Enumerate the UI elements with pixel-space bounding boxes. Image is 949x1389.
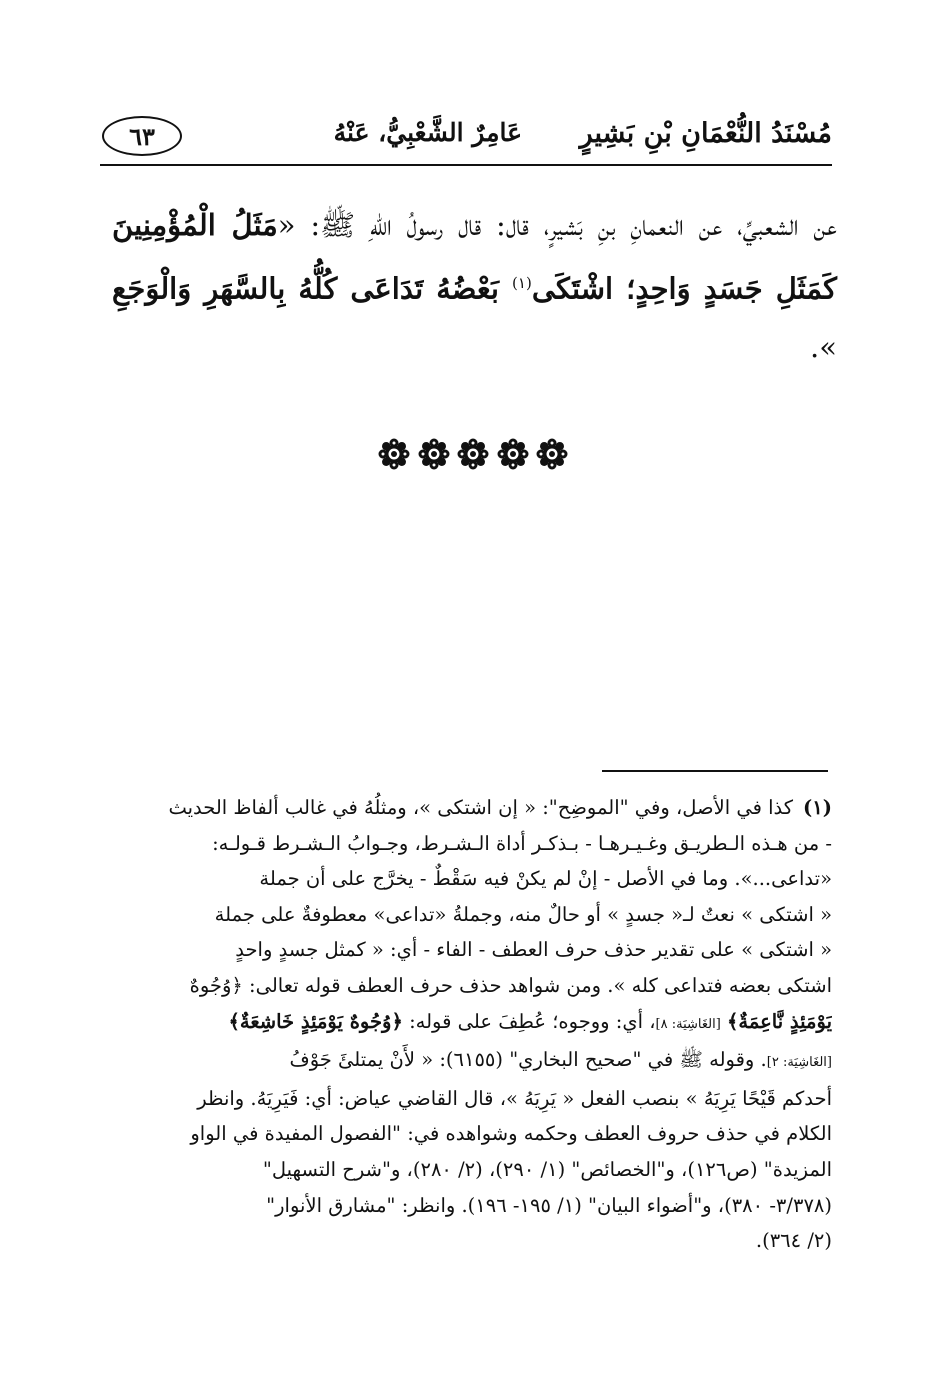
footnote-line: اشتكى بعضه فتداعى كله ». ومن شواهد حذف حرف العطف قوله تعالى: ﴿وُجُوهٌ bbox=[189, 973, 832, 997]
flower-ornament-icon bbox=[457, 438, 489, 470]
footnote-line: أحدكم قَيْحًا يَرِيَهُ » بنصب الفعل « يَرِيَهُ »، قال القاضي عياض: أي: فَيَرِيَهُ. وانظر bbox=[197, 1086, 832, 1110]
flower-ornament-icon bbox=[418, 438, 450, 470]
header-rule bbox=[100, 164, 832, 166]
running-header bbox=[100, 112, 832, 168]
flower-ornament-icon bbox=[536, 438, 568, 470]
footnote-line: (٣/٣٧٨- ٣٨٠)، و"أضواء البيان" (١/ ١٩٥- ١٩٦). وانظر: "مشارق الأنوار" bbox=[266, 1193, 832, 1217]
footnote-number: (١) bbox=[803, 796, 832, 819]
footnote-line: الكلام في حذف حروف العطف وحكمه وشواهده في: "الفصول المفيدة في الواو bbox=[190, 1122, 832, 1146]
quran-quote: ﴿وُجُوهٌ يَوْمَئِذٍ خَاشِعَةٌ﴾ bbox=[228, 1009, 403, 1033]
footnotes bbox=[120, 790, 832, 1259]
surah-reference: [الغَاشِيَة: ٢] bbox=[766, 1055, 832, 1071]
footnote-line: يَوْمَئِذٍ نَّاعِمَةٌ﴾ [الغَاشِيَة: ٨]، أي: ووجوه؛ عُطِفَ على قوله: ﴿وُجُوهٌ يَوْمَئِذٍ خَاشِعَةٌ﴾ bbox=[228, 1009, 832, 1033]
footnote-line: - من هـذه الـطريـق وغـيـرهـا - بـذكـر أداة الـشـرط، وجـوابُ الـشـرط قـولـه: bbox=[212, 831, 832, 855]
surah-reference: [الغَاشِيَة: ٨] bbox=[655, 1016, 721, 1032]
footnote-marker[interactable]: (١) bbox=[512, 274, 532, 292]
page-number: ٦٣ bbox=[102, 116, 182, 156]
footnote-line: « اشتكى » على تقدير حذف حرف العطف - الفاء - أي: « كمثل جسدٍ واحدٍ bbox=[235, 938, 832, 962]
isnad: عن الشعبيِّ، عن النعمانِ بنِ بَشيرٍ، قال: قال رسولُ اللهِ ﷺ: « bbox=[277, 208, 837, 242]
footnote-line: (١)كذا في الأصل، وفي "الموضِح": « إن اشتكى »، ومثلُهُ في غالب ألفاظ الحديث bbox=[168, 796, 832, 819]
footnote-line: «تداعى...». وما في الأصل - إنْ لم يكنْ فيه سَقْطٌ - يخرَّج على أن جملة bbox=[259, 867, 832, 891]
flower-ornament-icon bbox=[497, 438, 529, 470]
footnote-line: « اشتكى » نعتٌ لـ« جسدٍ » أو حالٌ منه، وجملةُ «تداعى» معطوفةٌ على جملة bbox=[214, 902, 832, 926]
footnote-rule bbox=[602, 770, 828, 772]
footnote-line: [الغَاشِيَة: ٢]. وقوله ﷺ في "صحيح البخاري" (٦١٥٥): « لأَنْ يمتلئَ جَوْفُ bbox=[289, 1048, 832, 1072]
hadith-closing: ». bbox=[810, 329, 837, 364]
hadith-matn: مَثَلُ الْمُؤْمِنِينَ كَمَثَلِ جَسَدٍ وَاحِدٍ؛ اشْتَكَى bbox=[112, 208, 837, 306]
footnote-line: (٢/ ٣٦٤). bbox=[755, 1229, 832, 1253]
flower-ornament-icon bbox=[378, 438, 410, 470]
book-title: مُسْنَدُ النُّعْمَانِ بْنِ بَشِيرٍ bbox=[579, 118, 832, 149]
quran-quote: يَوْمَئِذٍ نَّاعِمَةٌ﴾ bbox=[726, 1009, 832, 1033]
section-separator bbox=[378, 436, 568, 472]
chapter-title: عَامِرٌ الشَّعْبِيُّ، عَنْهُ bbox=[333, 118, 522, 147]
footnote-line: المزيدة" (ص١٢٦)، و"الخصائص" (١/ ٢٩٠)، (٢/ ٢٨٠)، و"شرح التسهيل" bbox=[262, 1157, 832, 1181]
hadith-text bbox=[112, 196, 837, 376]
hadith-matn-rest: بَعْضُهُ تَدَاعَى كُلُّهُ بِالسَّهَرِ وَالْوَجَعِ bbox=[112, 271, 513, 306]
